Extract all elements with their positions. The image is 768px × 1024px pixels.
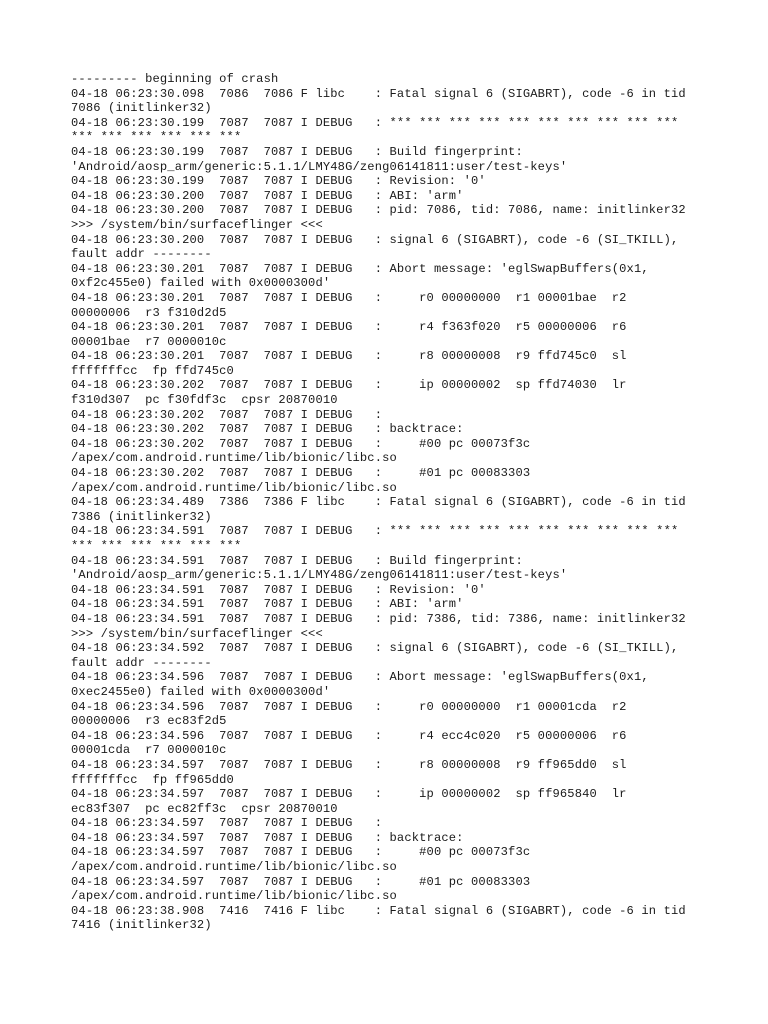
log-line: 04-18 06:23:38.908 7416 7416 F libc : Fatal signal 6 (SIGABRT), code -6 in tid <box>71 903 686 918</box>
log-line: 04-18 06:23:34.591 7087 7087 I DEBUG : ABI: 'arm' <box>71 597 464 612</box>
log-line: 04-18 06:23:34.592 7087 7087 I DEBUG : signal 6 (SIGABRT), code -6 (SI_TKILL), <box>71 641 679 656</box>
log-line: 04-18 06:23:34.597 7087 7087 I DEBUG : #00 pc 00073f3c <box>71 845 531 860</box>
log-line: 00000006 r3 ec83f2d5 <box>71 714 227 729</box>
log-line: --------- beginning of crash <box>71 72 279 86</box>
log-line: 04-18 06:23:30.199 7087 7087 I DEBUG : *** *** *** *** *** *** *** *** *** *** <box>71 115 679 130</box>
log-line: 04-18 06:23:34.591 7087 7087 I DEBUG : Build fingerprint: <box>71 553 523 568</box>
crash-log-text <box>71 72 711 933</box>
log-line: 04-18 06:23:30.201 7087 7087 I DEBUG : Abort message: 'eglSwapBuffers(0x1, <box>71 261 649 276</box>
log-line: /apex/com.android.runtime/lib/bionic/libc.so <box>71 480 397 495</box>
log-line: 04-18 06:23:30.202 7087 7087 I DEBUG : <box>71 407 383 422</box>
log-line: 04-18 06:23:34.597 7087 7087 I DEBUG : backtrace: <box>71 830 464 845</box>
log-line: 04-18 06:23:34.596 7087 7087 I DEBUG : r4 ecc4c020 r5 00000006 r6 <box>71 728 627 743</box>
log-line: 04-18 06:23:30.199 7087 7087 I DEBUG : Revision: '0' <box>71 174 486 189</box>
log-line: 04-18 06:23:30.199 7087 7087 I DEBUG : Build fingerprint: <box>71 144 523 159</box>
log-line: 00001cda r7 0000010c <box>71 743 227 758</box>
log-line: fault addr -------- <box>71 655 212 670</box>
log-line: 04-18 06:23:34.489 7386 7386 F libc : Fatal signal 6 (SIGABRT), code -6 in tid <box>71 495 686 510</box>
log-line: 04-18 06:23:30.200 7087 7087 I DEBUG : signal 6 (SIGABRT), code -6 (SI_TKILL), <box>71 232 679 247</box>
log-line: /apex/com.android.runtime/lib/bionic/libc.so <box>71 860 397 875</box>
log-line: 'Android/aosp_arm/generic:5.1.1/LMY48G/zeng06141811:user/test-keys' <box>71 159 568 174</box>
log-line: 04-18 06:23:30.202 7087 7087 I DEBUG : #00 pc 00073f3c <box>71 436 531 451</box>
log-line: 00000006 r3 f310d2d5 <box>71 305 227 320</box>
log-line: *** *** *** *** *** *** <box>71 130 242 145</box>
log-line: 04-18 06:23:30.202 7087 7087 I DEBUG : backtrace: <box>71 422 464 437</box>
log-line: 04-18 06:23:34.591 7087 7087 I DEBUG : Revision: '0' <box>71 582 486 597</box>
log-line: 04-18 06:23:34.597 7087 7087 I DEBUG : r8 00000008 r9 ff965dd0 sl <box>71 757 627 772</box>
log-line: 00001bae r7 0000010c <box>71 334 227 349</box>
log-line: /apex/com.android.runtime/lib/bionic/libc.so <box>71 889 397 904</box>
log-line: 0xec2455e0) failed with 0x0000300d' <box>71 684 331 699</box>
log-line: /apex/com.android.runtime/lib/bionic/libc.so <box>71 451 397 466</box>
log-line: 7416 (initlinker32) <box>71 918 212 933</box>
log-line: 04-18 06:23:34.597 7087 7087 I DEBUG : #01 pc 00083303 <box>71 874 531 889</box>
log-line: 04-18 06:23:34.596 7087 7087 I DEBUG : Abort message: 'eglSwapBuffers(0x1, <box>71 670 649 685</box>
log-line: fault addr -------- <box>71 247 212 262</box>
log-line: fffffffcc fp ff965dd0 <box>71 772 234 787</box>
log-line: 0xf2c455e0) failed with 0x0000300d' <box>71 276 331 291</box>
log-line: 04-18 06:23:34.591 7087 7087 I DEBUG : pid: 7386, tid: 7386, name: initlinker32 <box>71 611 686 626</box>
log-line: 04-18 06:23:34.596 7087 7087 I DEBUG : r0 00000000 r1 00001cda r2 <box>71 699 627 714</box>
log-line: f310d307 pc f30fdf3c cpsr 20870010 <box>71 393 338 408</box>
log-line: fffffffcc fp ffd745c0 <box>71 363 234 378</box>
log-line: 04-18 06:23:30.201 7087 7087 I DEBUG : r4 f363f020 r5 00000006 r6 <box>71 320 627 335</box>
log-line: 04-18 06:23:30.200 7087 7087 I DEBUG : pid: 7086, tid: 7086, name: initlinker32 <box>71 203 686 218</box>
log-line: 04-18 06:23:30.098 7086 7086 F libc : Fatal signal 6 (SIGABRT), code -6 in tid <box>71 86 686 101</box>
log-line: 04-18 06:23:34.591 7087 7087 I DEBUG : *** *** *** *** *** *** *** *** *** *** <box>71 524 679 539</box>
log-line: ec83f307 pc ec82ff3c cpsr 20870010 <box>71 801 338 816</box>
log-line: 04-18 06:23:30.202 7087 7087 I DEBUG : #01 pc 00083303 <box>71 466 531 481</box>
log-line: 'Android/aosp_arm/generic:5.1.1/LMY48G/zeng06141811:user/test-keys' <box>71 568 568 583</box>
log-line: 04-18 06:23:34.597 7087 7087 I DEBUG : <box>71 816 383 831</box>
log-line: *** *** *** *** *** *** <box>71 539 242 553</box>
log-line: 04-18 06:23:30.201 7087 7087 I DEBUG : r8 00000008 r9 ffd745c0 sl <box>71 349 627 364</box>
log-line: 7386 (initlinker32) <box>71 509 212 524</box>
log-line: 04-18 06:23:30.202 7087 7087 I DEBUG : ip 00000002 sp ffd74030 lr <box>71 378 627 393</box>
log-line: >>> /system/bin/surfaceflinger <<< <box>71 217 323 232</box>
log-line: 04-18 06:23:30.201 7087 7087 I DEBUG : r0 00000000 r1 00001bae r2 <box>71 290 627 305</box>
log-line: 7086 (initlinker32) <box>71 101 212 116</box>
log-line: >>> /system/bin/surfaceflinger <<< <box>71 626 323 641</box>
log-line: 04-18 06:23:30.200 7087 7087 I DEBUG : ABI: 'arm' <box>71 188 464 203</box>
log-line: 04-18 06:23:34.597 7087 7087 I DEBUG : ip 00000002 sp ff965840 lr <box>71 787 627 802</box>
